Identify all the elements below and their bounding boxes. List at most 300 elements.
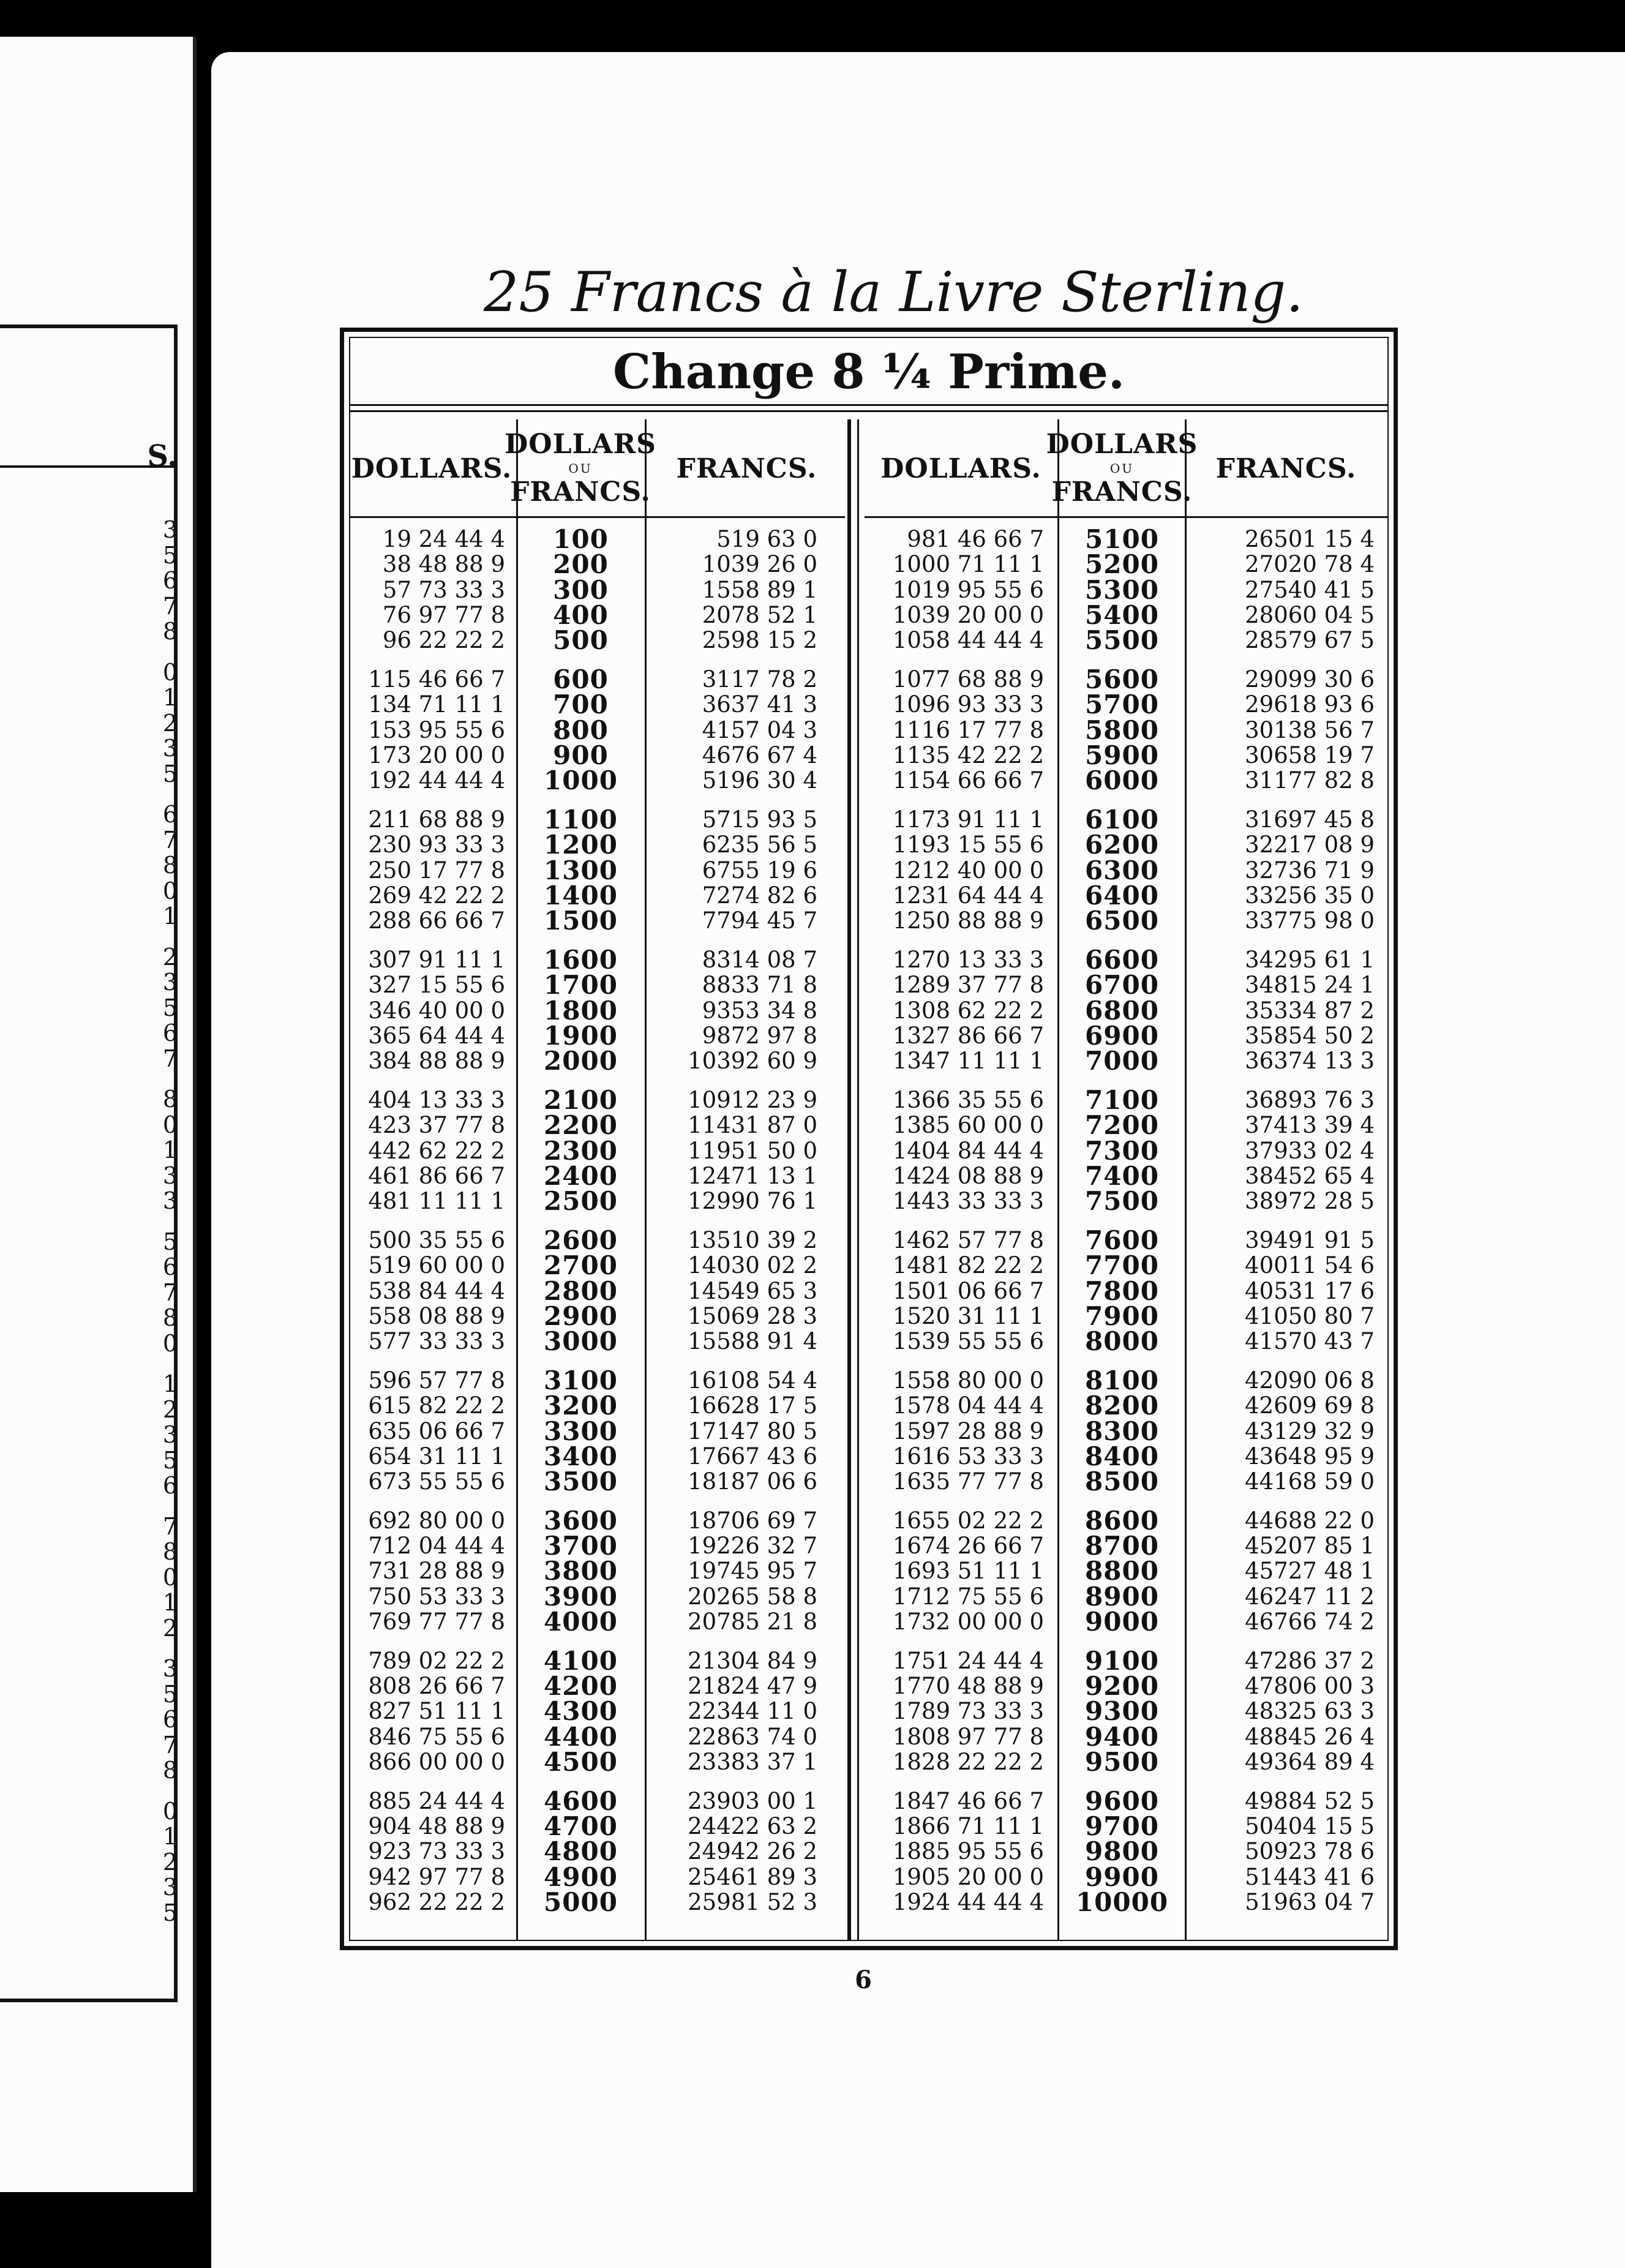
cell-francs: 4157 04 3 — [702, 716, 817, 743]
cell-francs: 41570 43 7 — [1245, 1328, 1375, 1355]
facing-page-digit: 8 — [162, 1086, 178, 1113]
cell-francs: 6235 56 5 — [702, 832, 817, 858]
facing-page-digit: 7 — [162, 1279, 178, 1306]
cell-francs: 38452 65 4 — [1245, 1162, 1375, 1189]
cell-dollars: 404 13 33 3 — [368, 1086, 505, 1113]
cell-francs: 43129 32 9 — [1245, 1418, 1375, 1444]
cell-dollars: 269 42 22 2 — [368, 882, 505, 909]
cell-francs: 3117 78 2 — [702, 666, 817, 693]
group-gap — [860, 1073, 1044, 1087]
group-gap — [1188, 1634, 1375, 1648]
cell-francs: 47286 37 2 — [1245, 1647, 1375, 1674]
facing-page-digit: 8 — [162, 618, 178, 645]
cell-francs: 33775 98 0 — [1245, 907, 1375, 934]
facing-page-digit: 0 — [162, 1111, 178, 1138]
cell-dollars: 1116 17 77 8 — [892, 716, 1044, 743]
cell-francs: 5196 30 4 — [702, 767, 817, 794]
cell-francs: 37933 02 4 — [1245, 1137, 1375, 1164]
cell-dollars-ou-francs: 1000 — [544, 765, 618, 796]
cell-dollars: 1173 91 11 1 — [892, 806, 1044, 833]
cell-dollars-ou-francs: 300 — [553, 574, 609, 605]
cell-dollars: 19 24 44 4 — [382, 526, 505, 552]
cell-dollars: 1905 20 00 0 — [892, 1863, 1044, 1890]
header-francs-left — [647, 422, 846, 514]
column-francs-left — [649, 527, 817, 1915]
cell-dollars-ou-francs: 8600 — [1085, 1505, 1159, 1536]
cell-dollars: 904 48 88 9 — [368, 1813, 505, 1840]
cell-dollars-ou-francs: 1100 — [544, 804, 618, 835]
cell-dollars-ou-francs: 9900 — [1085, 1861, 1159, 1892]
cell-francs: 6755 19 6 — [702, 857, 817, 884]
group-gap — [860, 933, 1044, 947]
cell-francs: 10912 23 9 — [688, 1086, 817, 1113]
cell-dollars-ou-francs: 1800 — [544, 995, 618, 1026]
cell-dollars-ou-francs: 6000 — [1085, 765, 1159, 796]
cell-francs: 8314 08 7 — [702, 946, 817, 973]
cell-francs: 16628 17 5 — [688, 1392, 817, 1419]
cell-francs: 36893 76 3 — [1245, 1086, 1375, 1113]
facing-page-digit: 3 — [162, 516, 178, 543]
cell-dollars: 1019 95 55 6 — [892, 576, 1044, 603]
group-gap — [129, 1641, 178, 1656]
cell-francs: 45727 48 1 — [1245, 1558, 1375, 1585]
cell-dollars: 1597 28 88 9 — [892, 1418, 1044, 1444]
cell-dollars-ou-francs: 9400 — [1085, 1721, 1159, 1752]
cell-francs: 49364 89 4 — [1245, 1749, 1375, 1776]
group-gap — [352, 1073, 505, 1087]
cell-dollars: 1058 44 44 4 — [892, 627, 1044, 654]
cell-francs: 45207 85 1 — [1245, 1533, 1375, 1560]
cell-dollars: 1270 13 33 3 — [892, 946, 1044, 973]
facing-page-digit: 8 — [162, 852, 178, 879]
group-gap — [129, 929, 178, 945]
cell-dollars: 38 48 88 9 — [382, 551, 505, 578]
cell-dollars: 1481 82 22 2 — [892, 1252, 1044, 1279]
cell-dollars: 1289 37 77 8 — [892, 972, 1044, 999]
cell-francs: 35854 50 2 — [1245, 1022, 1375, 1049]
cell-francs: 31177 82 8 — [1245, 767, 1375, 794]
cell-francs: 27020 78 4 — [1245, 551, 1375, 578]
cell-dollars: 1077 68 88 9 — [892, 666, 1044, 693]
cell-dollars: 1501 06 66 7 — [892, 1277, 1044, 1304]
group-gap — [649, 1073, 817, 1087]
group-gap — [1188, 1214, 1375, 1228]
cell-francs: 13510 39 2 — [688, 1226, 817, 1253]
cell-dollars-ou-francs: 6400 — [1085, 880, 1159, 911]
group-gap — [649, 933, 817, 947]
cell-dollars-ou-francs: 9800 — [1085, 1836, 1159, 1867]
cell-dollars: 1385 60 00 0 — [892, 1112, 1044, 1139]
facing-page-digit: 8 — [162, 1304, 178, 1331]
cell-dollars: 1000 71 11 1 — [892, 551, 1044, 578]
cell-dollars-ou-francs: 3900 — [544, 1581, 618, 1612]
cell-francs: 29618 93 6 — [1245, 691, 1375, 718]
cell-dollars: 384 88 88 9 — [368, 1048, 505, 1075]
cell-dollars: 1847 46 66 7 — [892, 1787, 1044, 1814]
facing-page-digit: 0 — [162, 1329, 178, 1357]
cell-francs: 51443 41 6 — [1245, 1863, 1375, 1890]
cell-francs: 1558 89 1 — [702, 576, 817, 603]
facing-page-digit: 7 — [162, 1731, 178, 1759]
cell-dollars-ou-francs: 400 — [553, 599, 609, 630]
cell-francs: 17147 80 5 — [688, 1418, 817, 1444]
cell-francs: 48845 26 4 — [1245, 1723, 1375, 1750]
cell-francs: 21304 84 9 — [688, 1647, 817, 1674]
cell-francs: 14549 65 3 — [688, 1277, 817, 1304]
page-number: 6 — [855, 1966, 872, 1994]
cell-dollars-ou-francs: 6300 — [1085, 855, 1159, 885]
cell-dollars: 1096 93 33 3 — [892, 691, 1044, 718]
cell-dollars-ou-francs: 6900 — [1085, 1020, 1159, 1051]
cell-dollars-ou-francs: 2900 — [544, 1301, 618, 1331]
group-gap — [649, 653, 817, 667]
group-gap — [129, 1499, 178, 1514]
cell-dollars: 1578 04 44 4 — [892, 1392, 1044, 1419]
group-gap — [1188, 1073, 1375, 1087]
cell-dollars-ou-francs: 8900 — [1085, 1581, 1159, 1612]
cell-francs: 20265 58 8 — [688, 1583, 817, 1610]
cell-francs: 29099 30 6 — [1245, 666, 1375, 693]
cell-dollars-ou-francs: 9700 — [1085, 1811, 1159, 1842]
cell-francs: 7794 45 7 — [702, 907, 817, 934]
cell-dollars-ou-francs: 7300 — [1085, 1135, 1159, 1166]
cell-francs: 8833 71 8 — [702, 972, 817, 999]
cell-dollars-ou-francs: 9200 — [1085, 1671, 1159, 1702]
cell-dollars: 481 11 11 1 — [368, 1188, 505, 1215]
facing-page-digit: 3 — [162, 1162, 178, 1189]
cell-dollars-ou-francs: 4100 — [544, 1645, 618, 1676]
group-gap — [860, 1494, 1044, 1508]
cell-francs: 5715 93 5 — [702, 806, 817, 833]
cell-dollars-ou-francs: 200 — [553, 549, 609, 580]
cell-dollars: 115 46 66 7 — [368, 666, 505, 693]
facing-page-digit: 6 — [162, 1019, 178, 1046]
cell-dollars: 153 95 55 6 — [368, 716, 505, 743]
cell-dollars-ou-francs: 7700 — [1085, 1250, 1159, 1281]
cell-francs: 2598 15 2 — [702, 627, 817, 654]
center-double-rule — [847, 419, 851, 1941]
facing-page-digit: 0 — [162, 877, 178, 904]
cell-dollars: 192 44 44 4 — [368, 767, 505, 794]
facing-page-digit: 1 — [162, 1823, 178, 1850]
cell-francs: 44168 59 0 — [1245, 1468, 1375, 1495]
cell-dollars-ou-francs: 9500 — [1085, 1747, 1159, 1778]
cell-dollars-ou-francs: 5000 — [544, 1887, 618, 1918]
cell-francs: 3637 41 3 — [702, 691, 817, 718]
cell-dollars-ou-francs: 3300 — [544, 1416, 618, 1446]
header-francs-label: FRANCS. — [676, 452, 817, 484]
cell-dollars: 673 55 55 6 — [368, 1468, 505, 1495]
cell-dollars-ou-francs: 5200 — [1085, 549, 1159, 580]
cell-dollars-ou-francs: 2200 — [544, 1110, 618, 1141]
cell-dollars: 1347 11 11 1 — [892, 1048, 1044, 1075]
cell-dollars: 1154 66 66 7 — [892, 767, 1044, 794]
facing-page-digit: 5 — [162, 994, 178, 1021]
cell-dollars-ou-francs: 2800 — [544, 1275, 618, 1306]
cell-dollars-ou-francs: 8800 — [1085, 1556, 1159, 1586]
cell-dollars: 1443 33 33 3 — [892, 1188, 1044, 1215]
cell-dollars: 307 91 11 1 — [368, 946, 505, 973]
cell-dollars-ou-francs: 4900 — [544, 1861, 618, 1892]
facing-page-digit: 7 — [162, 1512, 178, 1540]
facing-page-digit: 6 — [162, 567, 178, 594]
cell-francs: 28579 67 5 — [1245, 627, 1375, 654]
facing-page-digit: 7 — [162, 592, 178, 620]
group-gap — [1188, 793, 1375, 807]
group-gap — [129, 1214, 178, 1230]
cell-francs: 36374 13 3 — [1245, 1048, 1375, 1075]
cell-dollars-ou-francs: 5800 — [1085, 715, 1159, 745]
facing-page-column — [129, 439, 178, 1926]
facing-page-digit: 5 — [162, 1446, 178, 1474]
cell-francs: 21824 47 9 — [688, 1673, 817, 1700]
facing-page-digit: 3 — [162, 1874, 178, 1901]
cell-francs: 49884 52 5 — [1245, 1787, 1375, 1814]
cell-dollars-ou-francs: 7600 — [1085, 1225, 1159, 1255]
cell-dollars-ou-francs: 800 — [553, 715, 609, 745]
cell-dollars: 423 37 77 8 — [368, 1112, 505, 1139]
group-gap — [129, 1356, 178, 1372]
cell-francs: 15069 28 3 — [688, 1302, 817, 1329]
facing-page-header: S. — [147, 439, 178, 473]
cell-dollars-ou-francs: 5300 — [1085, 574, 1159, 605]
facing-page-digit: 2 — [162, 943, 178, 971]
cell-francs: 34815 24 1 — [1245, 972, 1375, 999]
cell-dollars: 789 02 22 2 — [368, 1647, 505, 1674]
facing-page-digit: 6 — [162, 801, 178, 828]
cell-dollars-ou-francs: 4200 — [544, 1671, 618, 1702]
header-dollars-label: DOLLARS. — [351, 452, 512, 484]
cell-francs: 42090 06 8 — [1245, 1367, 1375, 1394]
cell-francs: 18706 69 7 — [688, 1507, 817, 1534]
page-title: 25 Francs à la Livre Sterling. — [484, 260, 1304, 325]
cell-francs: 23383 37 1 — [688, 1749, 817, 1776]
cell-dollars-ou-francs: 5600 — [1085, 664, 1159, 694]
cell-francs: 50923 78 6 — [1245, 1838, 1375, 1865]
header-francs-bottom: FRANCS. — [1051, 476, 1193, 508]
cell-dollars-ou-francs: 2000 — [544, 1046, 618, 1076]
facing-page-digit: 3 — [162, 969, 178, 996]
cell-francs: 28060 04 5 — [1245, 601, 1375, 628]
cell-dollars: 1828 22 22 2 — [892, 1749, 1044, 1776]
cell-dollars-ou-francs: 2100 — [544, 1084, 618, 1115]
header-dollars-right — [865, 422, 1057, 514]
facing-page-digit: 5 — [162, 1228, 178, 1255]
group-gap — [860, 653, 1044, 667]
cell-dollars-ou-francs: 6100 — [1085, 804, 1159, 835]
cell-dollars-ou-francs: 9300 — [1085, 1696, 1159, 1727]
group-gap — [129, 787, 178, 802]
cell-francs: 12471 13 1 — [688, 1162, 817, 1189]
cell-dollars: 1732 00 00 0 — [892, 1609, 1044, 1635]
facing-page-digit: 1 — [162, 1589, 178, 1616]
cell-francs: 20785 21 8 — [688, 1609, 817, 1635]
group-gap — [860, 1354, 1044, 1368]
group-gap — [352, 1634, 505, 1648]
group-gap — [1188, 1774, 1375, 1789]
facing-page-digit: 3 — [162, 1187, 178, 1214]
facing-page-digit: 2 — [162, 1395, 178, 1423]
cell-francs: 27540 41 5 — [1245, 576, 1375, 603]
cell-francs: 46766 74 2 — [1245, 1609, 1375, 1635]
facing-page-digit: 5 — [162, 1899, 178, 1926]
cell-dollars: 1924 44 44 4 — [892, 1889, 1044, 1916]
cell-dollars-ou-francs: 5100 — [1085, 524, 1159, 554]
column-dollars-ou-francs-right — [1059, 524, 1185, 1918]
group-gap — [649, 1214, 817, 1228]
header-dollars-top: DOLLARS — [1046, 429, 1198, 460]
facing-page-digit: 6 — [162, 1706, 178, 1733]
cell-dollars-ou-francs: 4600 — [544, 1785, 618, 1816]
cell-dollars: 1327 86 66 7 — [892, 1022, 1044, 1049]
cell-dollars: 1250 88 88 9 — [892, 907, 1044, 934]
cell-francs: 32736 71 9 — [1245, 857, 1375, 884]
facing-page-digit: 1 — [162, 1370, 178, 1397]
cell-francs: 25981 52 3 — [688, 1889, 817, 1916]
header-dollars-label: DOLLARS. — [880, 452, 1041, 484]
cell-francs: 31697 45 8 — [1245, 806, 1375, 833]
cell-francs: 34295 61 1 — [1245, 946, 1375, 973]
cell-francs: 519 63 0 — [716, 526, 817, 552]
cell-dollars: 750 53 33 3 — [368, 1583, 505, 1610]
cell-francs: 25461 89 3 — [688, 1863, 817, 1890]
cell-francs: 44688 22 0 — [1245, 1507, 1375, 1534]
cell-francs: 22863 74 0 — [688, 1723, 817, 1750]
cell-dollars: 1135 42 22 2 — [892, 742, 1044, 768]
facing-page-digit: 3 — [162, 1421, 178, 1448]
cell-dollars-ou-francs: 7800 — [1085, 1275, 1159, 1306]
cell-dollars-ou-francs: 3700 — [544, 1531, 618, 1561]
cell-dollars-ou-francs: 8000 — [1085, 1326, 1159, 1357]
cell-dollars: 615 82 22 2 — [368, 1392, 505, 1419]
cell-dollars-ou-francs: 3100 — [544, 1365, 618, 1395]
cell-dollars-ou-francs: 1400 — [544, 880, 618, 911]
header-francs-label: FRANCS. — [1215, 452, 1357, 484]
cell-dollars-ou-francs: 8700 — [1085, 1531, 1159, 1561]
facing-page-digit: 6 — [162, 1253, 178, 1280]
cell-dollars-ou-francs: 6800 — [1085, 995, 1159, 1026]
cell-dollars-ou-francs: 4700 — [544, 1811, 618, 1842]
cell-dollars: 538 84 44 4 — [368, 1277, 505, 1304]
cell-dollars: 1039 20 00 0 — [892, 601, 1044, 628]
cell-dollars-ou-francs: 7100 — [1085, 1084, 1159, 1115]
cell-francs: 40531 17 6 — [1245, 1277, 1375, 1304]
cell-dollars: 1616 53 33 3 — [892, 1443, 1044, 1470]
cell-francs: 15588 91 4 — [688, 1328, 817, 1355]
cell-dollars-ou-francs: 1500 — [544, 906, 618, 936]
cell-dollars: 1539 55 55 6 — [892, 1328, 1044, 1355]
group-gap — [129, 1072, 178, 1087]
cell-dollars: 654 31 11 1 — [368, 1443, 505, 1470]
cell-dollars: 134 71 11 1 — [368, 691, 505, 718]
cell-dollars: 173 20 00 0 — [368, 742, 505, 768]
facing-page-digit: 1 — [162, 903, 178, 929]
group-gap — [649, 1774, 817, 1789]
cell-francs: 51963 04 7 — [1245, 1889, 1375, 1916]
cell-dollars-ou-francs: 1700 — [544, 970, 618, 1001]
group-gap — [352, 933, 505, 947]
column-dollars-left — [352, 527, 505, 1915]
column-dollars-right — [860, 527, 1044, 1915]
cell-francs: 14030 02 2 — [688, 1252, 817, 1279]
group-gap — [649, 793, 817, 807]
cell-dollars: 1404 84 44 4 — [892, 1137, 1044, 1164]
cell-dollars-ou-francs: 4000 — [544, 1607, 618, 1637]
cell-francs: 43648 95 9 — [1245, 1443, 1375, 1470]
cell-dollars-ou-francs: 6700 — [1085, 970, 1159, 1001]
column-dollars-ou-francs-left — [518, 524, 644, 1918]
facing-page-digit: 2 — [162, 1848, 178, 1876]
cell-dollars-ou-francs: 6500 — [1085, 906, 1159, 936]
cell-dollars: 1231 64 44 4 — [892, 882, 1044, 909]
cell-dollars-ou-francs: 2400 — [544, 1160, 618, 1191]
cell-dollars: 558 08 88 9 — [368, 1302, 505, 1329]
header-ou: OU — [1109, 461, 1135, 476]
facing-page-digit: 2 — [162, 709, 178, 737]
cell-dollars-ou-francs: 8300 — [1085, 1416, 1159, 1446]
cell-dollars-ou-francs: 4300 — [544, 1696, 618, 1727]
cell-dollars: 1655 02 22 2 — [892, 1507, 1044, 1534]
cell-dollars-ou-francs: 10000 — [1075, 1887, 1169, 1918]
cell-francs: 18187 06 6 — [688, 1468, 817, 1495]
facing-page-digit: 8 — [162, 1538, 178, 1565]
cell-dollars-ou-francs: 3200 — [544, 1391, 618, 1421]
cell-dollars-ou-francs: 8500 — [1085, 1466, 1159, 1497]
cell-dollars: 327 15 55 6 — [368, 972, 505, 999]
cell-dollars-ou-francs: 4500 — [544, 1747, 618, 1778]
cell-dollars: 76 97 77 8 — [382, 601, 505, 628]
cell-dollars: 1789 73 33 3 — [892, 1698, 1044, 1725]
cell-francs: 19745 95 7 — [688, 1558, 817, 1585]
cell-dollars: 712 04 44 4 — [368, 1533, 505, 1560]
group-gap — [352, 1214, 505, 1228]
cell-dollars-ou-francs: 500 — [553, 625, 609, 656]
cell-dollars-ou-francs: 7000 — [1085, 1046, 1159, 1076]
group-gap — [860, 1634, 1044, 1648]
cell-dollars-ou-francs: 1600 — [544, 944, 618, 975]
column-francs-right — [1188, 527, 1375, 1915]
cell-dollars: 230 93 33 3 — [368, 832, 505, 858]
cell-dollars-ou-francs: 5500 — [1085, 625, 1159, 656]
cell-dollars: 1751 24 44 4 — [892, 1647, 1044, 1674]
cell-dollars: 1770 48 88 9 — [892, 1673, 1044, 1700]
cell-dollars: 942 97 77 8 — [368, 1863, 505, 1890]
cell-francs: 42609 69 8 — [1245, 1392, 1375, 1419]
cell-francs: 22344 11 0 — [688, 1698, 817, 1725]
cell-dollars: 846 75 55 6 — [368, 1723, 505, 1750]
cell-dollars: 731 28 88 9 — [368, 1558, 505, 1585]
group-gap — [860, 1774, 1044, 1789]
cell-dollars: 1212 40 00 0 — [892, 857, 1044, 884]
cell-francs: 37413 39 4 — [1245, 1112, 1375, 1139]
cell-dollars: 885 24 44 4 — [368, 1787, 505, 1814]
cell-francs: 10392 60 9 — [688, 1048, 817, 1075]
facing-page-digit: 3 — [162, 735, 178, 762]
facing-page-digit: 7 — [162, 826, 178, 854]
cell-francs: 17667 43 6 — [688, 1443, 817, 1470]
facing-page-digit: 3 — [162, 1655, 178, 1682]
facing-page-digit: 7 — [162, 1045, 178, 1072]
facing-page-digit: 0 — [162, 658, 178, 686]
cell-dollars: 827 51 11 1 — [368, 1698, 505, 1725]
subtitle-rule — [349, 404, 1389, 406]
cell-dollars: 808 26 66 7 — [368, 1673, 505, 1700]
cell-dollars: 1693 51 11 1 — [892, 1558, 1044, 1585]
cell-dollars: 461 86 66 7 — [368, 1162, 505, 1189]
center-double-rule-inner — [857, 419, 859, 1941]
cell-dollars-ou-francs: 3400 — [544, 1441, 618, 1471]
facing-page-digit: 6 — [162, 1472, 178, 1499]
